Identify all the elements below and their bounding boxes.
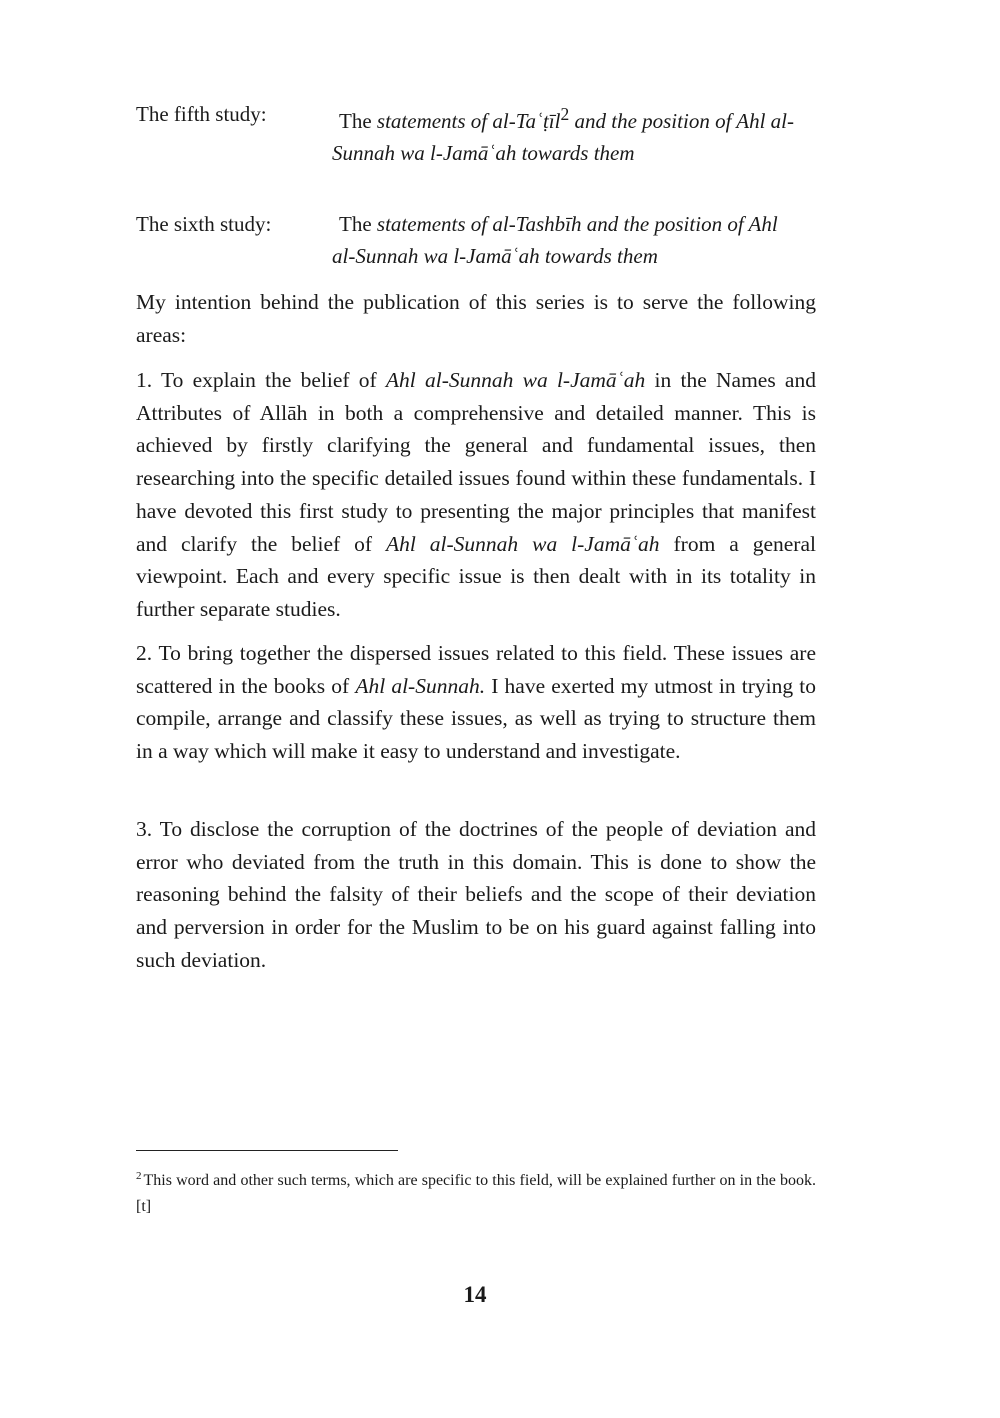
- italic-term: Ahl al-Sunnah wa l-Jamāʿah: [386, 531, 660, 556]
- footnote-text: This word and other such terms, which are specific to this field, will be explained further on in the book. [t]: [136, 1172, 816, 1215]
- italic-term: Ahl al-Sunnah wa l-Jamāʿah: [385, 368, 646, 392]
- study-description: [332, 98, 802, 169]
- point-paragraph-1: [136, 364, 816, 626]
- study-prefix: The: [339, 212, 372, 236]
- page-number: 14: [463, 1282, 487, 1307]
- study-title-italic: statements of al-Taʿṭīl: [376, 109, 561, 133]
- study-entry-sixth: [136, 208, 796, 274]
- text-run: I have exerted my utmost in trying to compile, arrange and classify these issues, as well as trying to structure them in a way which will make it easy to understand and investigate.: [136, 673, 816, 764]
- study-entry-fifth: [136, 98, 796, 198]
- italic-term: Ahl al-Sunnah.: [355, 673, 486, 698]
- text-run: 1. To explain the belief of: [136, 368, 386, 392]
- study-label: The sixth study:: [136, 212, 272, 236]
- text-run: in the Names and Attributes of Allāh in both a comprehensive and detailed manner. This is achieved by firstly clarifying the general and fundamental issues, then researching into the specific detailed issues found within these fundamentals. I have devoted this first study to presenting the major principles that manifest and clarify the belief of: [136, 368, 816, 556]
- study-title-rest: and the position of Ahl al-Sunnah wa l-Jamāʿah towards them: [332, 109, 795, 165]
- footnote-reference: 2: [560, 104, 570, 124]
- study-prefix: The: [339, 109, 372, 133]
- footnote-divider: [136, 1150, 398, 1151]
- study-label: The fifth study:: [136, 102, 267, 126]
- text-run: 2. To bring together the dispersed issues related to this field. These issues are scattered in the books of: [136, 641, 816, 698]
- study-description: [332, 208, 802, 272]
- text-run: from a general viewpoint. Each and every specific issue is then dealt with in its totality in further separate studies.: [136, 531, 816, 621]
- footnote-marker: 2: [136, 1170, 142, 1182]
- point-paragraph-2: [136, 637, 816, 768]
- point-paragraph-3: 3. To disclose the corruption of the doctrines of the people of deviation and error who deviated from the truth in this domain. This is done to show the reasoning behind the falsity of their beliefs and the scope of their deviation and perversion in order for the Muslim to be on his guard against falling into such deviation.: [136, 817, 816, 972]
- footnote: [136, 1163, 816, 1220]
- study-title-italic: statements of al-Tashbīh and the position of Ahl al-Sunnah wa l-Jamāʿah towards them: [332, 212, 778, 268]
- intro-paragraph: My intention behind the publication of this series is to serve the following areas:: [136, 290, 816, 347]
